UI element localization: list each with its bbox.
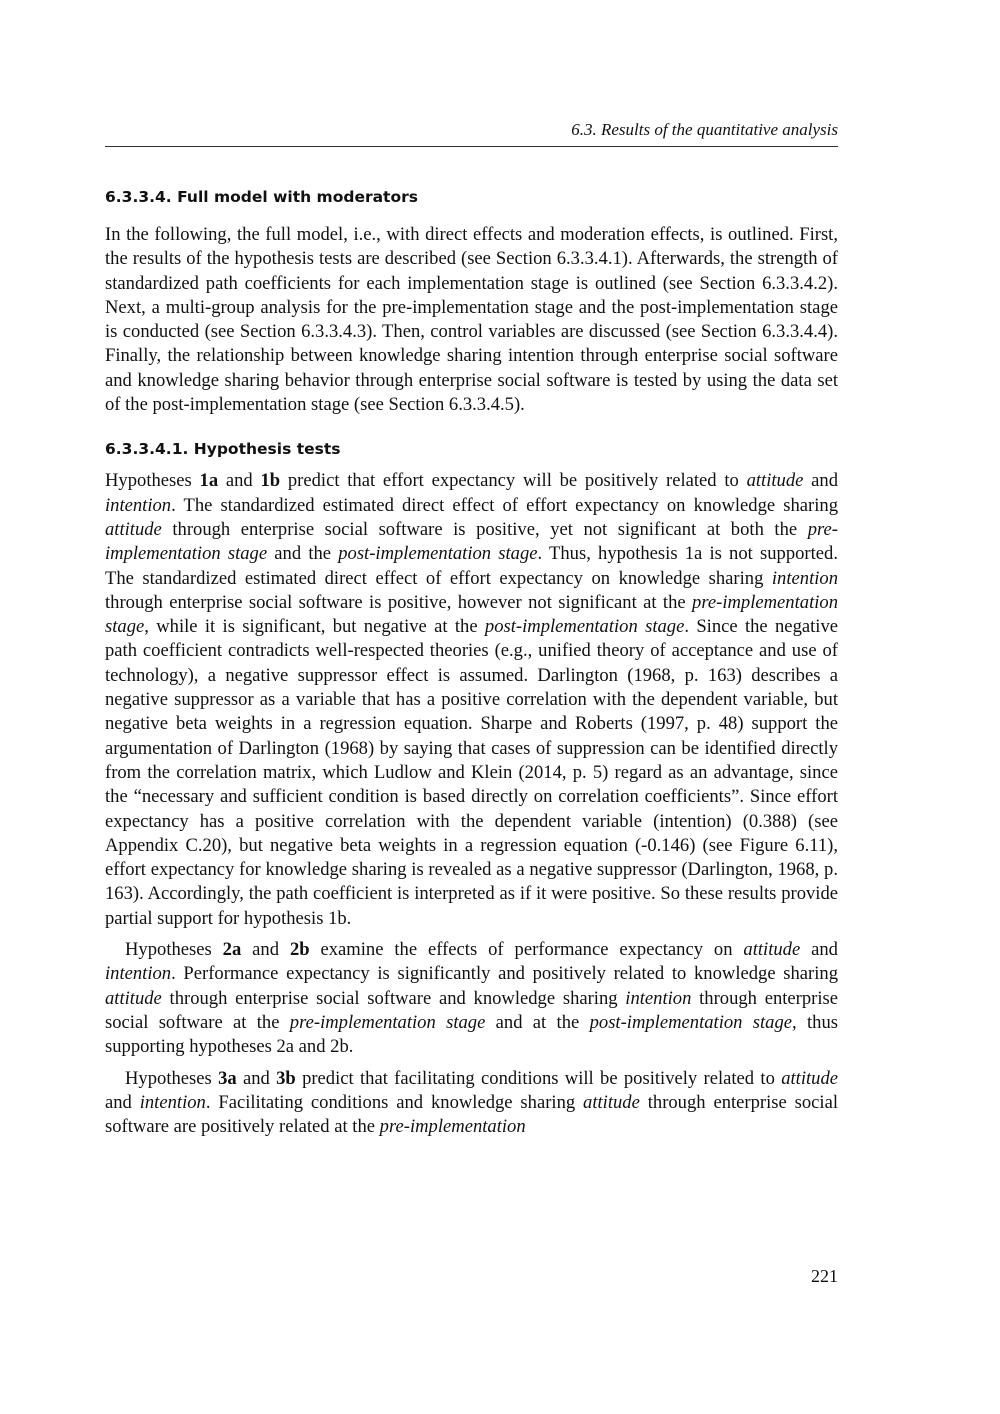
page-body xyxy=(105,185,838,1139)
running-header: 6.3. Results of the quantitative analysis xyxy=(105,120,838,147)
section-heading: 6.3.3.4. Full model with moderators xyxy=(105,188,418,206)
paragraph-hypotheses-3: Hypotheses 3a and 3b predict that facilitating conditions will be positively related to attitude and intention. Facilitating conditions and knowledge sharing attitude through enterprise social software are positively related at the pre-implementation xyxy=(105,1067,838,1138)
paragraph-hypotheses-1: Hypotheses 1a and 1b predict that effort expectancy will be positively related to attitude and intention. The standardized estimated direct effect of effort expectancy on knowledge sharing attitude through enterprise social software is positive, yet not significant at both the pre-implementation stage and the post-implementation stage. Thus, hypothesis 1a is not supported. The standardized estimated direct effect of effort expectancy on knowledge sharing intention through enterprise social software is positive, however not significant at the pre-implementation stage, while it is significant, but negative at the post-implementation stage. Since the negative path coefficient contradicts well-respected theories (e.g., unified theory of acceptance and use of technology), a negative suppressor effect is assumed. Darlington (1968, p. 163) describes a negative suppressor as a variable that has a positive correlation with the dependent variable, but negative beta weights in a regression equation. Sharpe and Roberts (1997, p. 48) support the argumentation of Darlington (1968) by saying that cases of suppression can be identified directly from the correlation matrix, which Ludlow and Klein (2014, p. 5) regard as an advantage, since the “necessary and sufficient condition is based directly on correlation coefficients”. Since effort expectancy has a positive correlation with the dependent variable (intention) (0.388) (see Appendix C.20), but negative beta weights in a regression equation (-0.146) (see Figure 6.11), effort expectancy for knowledge sharing is revealed as a negative suppressor (Darlington, 1968, p. 163). Accordingly, the path coefficient is interpreted as if it were positive. So these results provide partial support for hypothesis 1b. xyxy=(105,470,838,929)
paragraph-hypotheses-2: Hypotheses 2a and 2b examine the effects of performance expectancy on attitude and intention. Performance expectancy is significantly and positively related to knowledge sharing attitude through enterprise social software and knowledge sharing intention through enterprise social software at the pre-implementation stage and at the post-implementation stage, thus supporting hypotheses 2a and 2b. xyxy=(105,939,838,1058)
page-number: 221 xyxy=(811,1266,838,1286)
subsection-heading: 6.3.3.4.1. Hypothesis tests xyxy=(105,440,341,459)
intro-paragraph: In the following, the full model, i.e., with direct effects and moderation effects, is outlined. First, the results of the hypothesis tests are described (see Section 6.3.3.4.1). Afterwards, the strength of standardized path coefficients for each implementation stage is outlined (see Section 6.3.3.4.2). Next, a multi-group analysis for the pre-implementation stage and the post-implementation stage is conducted (see Section 6.3.3.4.3). Then, control variables are discussed (see Section 6.3.3.4.4). Finally, the relationship between knowledge sharing intention through enterprise social software and knowledge sharing behavior through enterprise social software is tested by using the data set of the post-implementation stage (see Section 6.3.3.4.5). xyxy=(105,224,838,416)
